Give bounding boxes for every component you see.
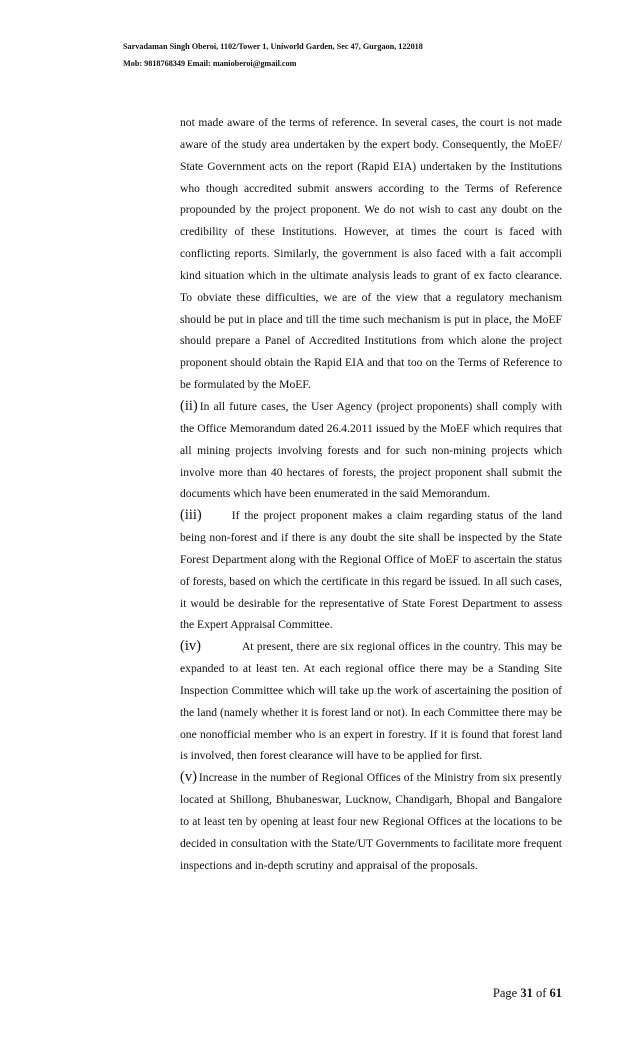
list-item-v — [180, 767, 562, 876]
list-marker: (v) — [180, 769, 197, 786]
current-page-number: 31 — [520, 986, 533, 1000]
page-word: Page — [492, 986, 518, 1000]
of-word: of — [535, 986, 547, 1000]
list-item-text: Increase in the number of Regional Offices of the Ministry from six presently located at Shillong, Bhubaneswar, Lucknow, Chandigarh, Bhopal and Bangalore to at least ten by opening at least four new Regional Offices at the locations to be decided in consultation with the State/UT Governments to facilitate more frequent inspections and in-depth scrutiny and appraisal of the proposals. — [180, 771, 562, 872]
list-marker: (iv) — [180, 638, 201, 655]
continuation-paragraph: not made aware of the terms of reference. In several cases, the court is not made aware of the study area undertaken by the expert body. Consequently, the MoEF/ State Government acts on the report (Rapid EIA) undertaken by the Institutions who though accredited submit answers according to the Terms of Reference propounded by the project proponent. We do not wish to cast any doubt on the credibility of these Institutions. However, at times the court is faced with conflicting reports. Similarly, the government is also faced with a fait accompli kind situation which in the ultimate analysis leads to grant of ex facto clearance. To obviate these difficulties, we are of the view that a regulatory mechanism should be put in place and till the time such mechanism is put in place, the MoEF should prepare a Panel of Accredited Institutions from which alone the project proponent should obtain the Rapid EIA and that too on the Terms of Reference to be formulated by the MoEF. — [180, 116, 562, 392]
letterhead — [123, 38, 603, 72]
document-body — [180, 112, 562, 877]
list-marker: (ii) — [180, 397, 198, 414]
list-item-iii — [180, 505, 562, 636]
page-number-footer — [493, 986, 562, 1001]
total-pages-number: 61 — [549, 986, 562, 1000]
list-item-iv — [180, 636, 562, 767]
list-item-text: If the project proponent makes a claim regarding status of the land being non-forest and if there is any doubt the site shall be inspected by the State Forest Department along with the Regional Office of MoEF to ascertain the status of forests, based on which the certificate in this regard be issued. In all such cases, it would be desirable for the representative of State Forest Department to assess the Expert Appraisal Committee. — [180, 509, 562, 632]
list-item-ii — [180, 396, 562, 505]
list-item-text: At present, there are six regional offices in the country. This may be expanded to at least ten. At each regional office there may be a Standing Site Inspection Committee which will take up the work of ascertaining the position of the land (namely whether it is forest land or not). In each Committee there may be one nonofficial member who is an expert in forestry. If it is found that forest land is involved, then forest clearance will have to be applied for first. — [180, 640, 562, 763]
letterhead-contact: Mob: 9818768349 Email: manioberoi@gmail.com — [123, 59, 297, 68]
letterhead-address: Sarvadaman Singh Oberoi, 1102/Tower 1, Uniworld Garden, Sec 47, Gurgaon, 122018 — [123, 42, 423, 51]
list-item-text: In all future cases, the User Agency (project proponents) shall comply with the Office Memorandum dated 26.4.2011 issued by the MoEF which requires that all mining projects involving forests and for such non-mining projects which involve more than 40 hectares of forests, the project proponent shall submit the documents which have been enumerated in the said Memorandum. — [180, 399, 562, 501]
list-marker: (iii) — [180, 507, 202, 524]
